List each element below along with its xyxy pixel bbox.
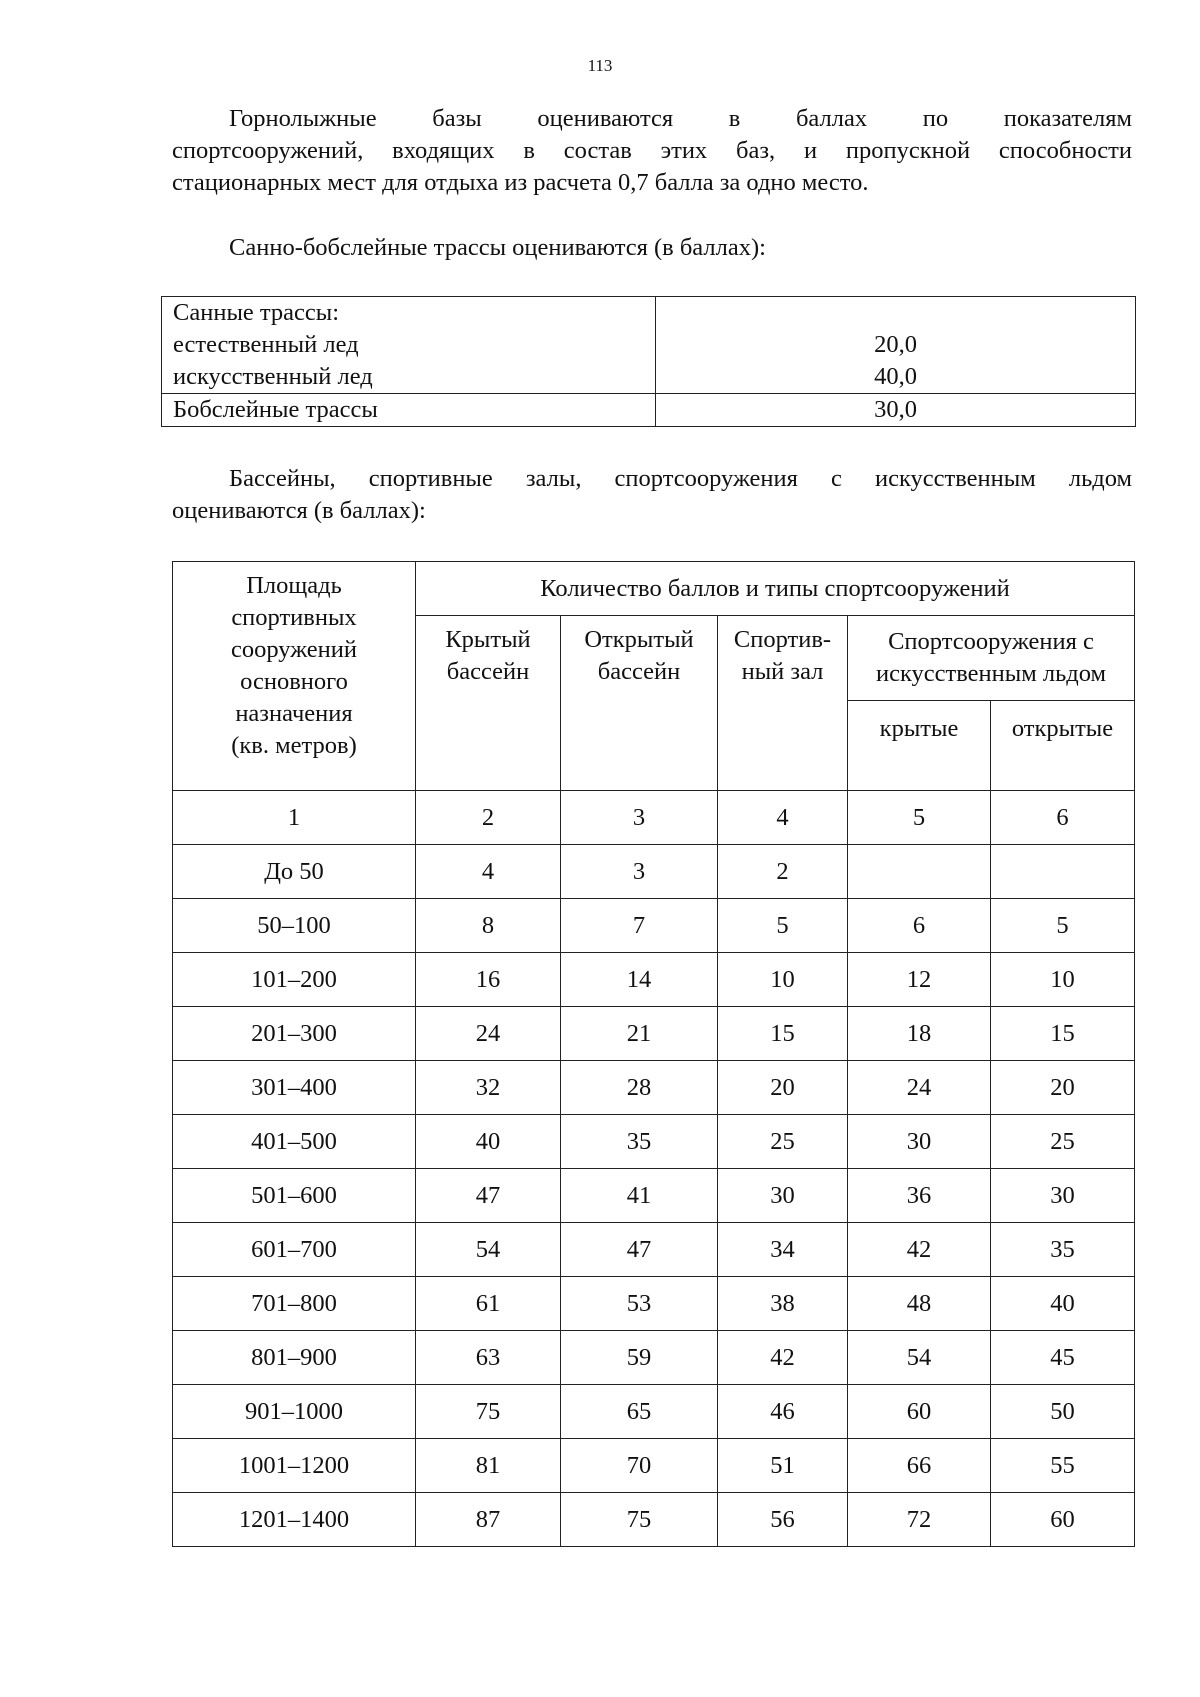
column-number: 3	[561, 791, 718, 845]
score-cell: 25	[718, 1115, 848, 1169]
sports-facilities-table	[172, 561, 1135, 1547]
column-number: 2	[416, 791, 561, 845]
score-cell: 42	[718, 1331, 848, 1385]
score-cell: 59	[561, 1331, 718, 1385]
table-body	[173, 845, 1135, 1547]
sled-value: 20,0	[874, 331, 917, 358]
score-cell: 55	[991, 1439, 1135, 1493]
column-number: 4	[718, 791, 848, 845]
sled-label: Бобслейные трассы	[173, 396, 378, 423]
table-row	[173, 1061, 1135, 1115]
paragraph-line: оцениваются (в баллах):	[172, 497, 426, 524]
header-line: спортивных	[231, 604, 357, 631]
table-row	[173, 1331, 1135, 1385]
paragraph-sled-tracks	[172, 232, 1132, 264]
sled-value: 40,0	[874, 363, 917, 390]
sled-value	[667, 297, 1124, 329]
area-range-cell: 201–300	[173, 1007, 416, 1061]
score-cell: 66	[848, 1439, 991, 1493]
paragraph-line: Горнолыжные базы оцениваются в баллах по показателям	[229, 105, 1132, 132]
score-cell: 47	[416, 1169, 561, 1223]
score-cell	[848, 845, 991, 899]
area-range-cell: 301–400	[173, 1061, 416, 1115]
area-range-cell: 701–800	[173, 1277, 416, 1331]
score-cell: 2	[718, 845, 848, 899]
table-row	[173, 845, 1135, 899]
page-number: 113	[587, 56, 613, 75]
score-cell: 54	[848, 1331, 991, 1385]
table-row	[162, 297, 1136, 394]
table-row	[173, 953, 1135, 1007]
score-cell: 4	[416, 845, 561, 899]
header-line: ный зал	[741, 658, 824, 685]
paragraph-line: Санно-бобслейные трассы оцениваются (в баллах):	[229, 234, 766, 261]
score-cell: 28	[561, 1061, 718, 1115]
area-range-cell: 1001–1200	[173, 1439, 416, 1493]
area-range-cell: 50–100	[173, 899, 416, 953]
header-ice-open: открытые	[991, 701, 1135, 791]
score-cell: 60	[991, 1493, 1135, 1547]
score-cell: 24	[416, 1007, 561, 1061]
score-cell: 40	[416, 1115, 561, 1169]
header-ice-covered: крытые	[848, 701, 991, 791]
score-cell: 12	[848, 953, 991, 1007]
area-range-cell: 501–600	[173, 1169, 416, 1223]
score-cell: 18	[848, 1007, 991, 1061]
score-cell: 36	[848, 1169, 991, 1223]
area-range-cell: 101–200	[173, 953, 416, 1007]
table-cell	[162, 394, 656, 427]
table-row	[173, 1169, 1135, 1223]
column-number: 5	[848, 791, 991, 845]
header-sports-hall	[718, 616, 848, 791]
table-cell	[656, 297, 1136, 394]
table-row	[173, 1115, 1135, 1169]
score-cell: 50	[991, 1385, 1135, 1439]
header-line: Спортив-	[733, 626, 832, 653]
table-row	[173, 1493, 1135, 1547]
header-line: Площадь	[246, 572, 342, 599]
score-cell: 60	[848, 1385, 991, 1439]
score-cell: 10	[991, 953, 1135, 1007]
score-cell: 6	[848, 899, 991, 953]
score-cell: 32	[416, 1061, 561, 1115]
score-cell: 53	[561, 1277, 718, 1331]
area-range-cell: 801–900	[173, 1331, 416, 1385]
table-cell	[656, 394, 1136, 427]
score-cell: 42	[848, 1223, 991, 1277]
score-cell: 35	[561, 1115, 718, 1169]
score-cell: 8	[416, 899, 561, 953]
column-number: 6	[991, 791, 1135, 845]
score-cell: 16	[416, 953, 561, 1007]
score-cell: 72	[848, 1493, 991, 1547]
score-cell: 14	[561, 953, 718, 1007]
header-group: Количество баллов и типы спортсооружений	[416, 562, 1135, 616]
score-cell: 46	[718, 1385, 848, 1439]
score-cell: 70	[561, 1439, 718, 1493]
score-cell: 81	[416, 1439, 561, 1493]
score-cell: 61	[416, 1277, 561, 1331]
header-line: сооружений	[230, 636, 358, 663]
header-line: назначения	[235, 700, 353, 727]
header-line: искусственным льдом	[875, 660, 1106, 687]
score-cell	[991, 845, 1135, 899]
sled-bobsleigh-table	[161, 296, 1136, 427]
score-cell: 40	[991, 1277, 1135, 1331]
score-cell: 15	[718, 1007, 848, 1061]
header-line: основного	[240, 668, 348, 695]
sled-value: 30,0	[874, 396, 917, 423]
score-cell: 48	[848, 1277, 991, 1331]
header-area	[173, 562, 416, 791]
score-cell: 56	[718, 1493, 848, 1547]
score-cell: 54	[416, 1223, 561, 1277]
table-cell	[162, 297, 656, 394]
table-row	[173, 1007, 1135, 1061]
score-cell: 20	[718, 1061, 848, 1115]
score-cell: 21	[561, 1007, 718, 1061]
score-cell: 24	[848, 1061, 991, 1115]
table-row	[162, 394, 1136, 427]
header-line: бассейн	[597, 658, 681, 685]
score-cell: 30	[718, 1169, 848, 1223]
score-cell: 5	[991, 899, 1135, 953]
score-cell: 47	[561, 1223, 718, 1277]
header-line: Спортсооружения с	[888, 628, 1094, 655]
header-covered-pool	[416, 616, 561, 791]
score-cell: 41	[561, 1169, 718, 1223]
table-row	[173, 1439, 1135, 1493]
score-cell: 10	[718, 953, 848, 1007]
score-cell: 20	[991, 1061, 1135, 1115]
paragraph-ski-bases	[172, 103, 1132, 199]
header-ice-group	[848, 616, 1135, 701]
area-range-cell: 601–700	[173, 1223, 416, 1277]
score-cell: 63	[416, 1331, 561, 1385]
header-line: Открытый	[584, 626, 694, 653]
area-range-cell: До 50	[173, 845, 416, 899]
score-cell: 75	[416, 1385, 561, 1439]
score-cell: 25	[991, 1115, 1135, 1169]
table-header-row	[173, 562, 1135, 616]
score-cell: 75	[561, 1493, 718, 1547]
column-number: 1	[173, 791, 416, 845]
column-numbers-row	[173, 791, 1135, 845]
score-cell: 7	[561, 899, 718, 953]
table-row	[173, 899, 1135, 953]
table-row	[173, 1277, 1135, 1331]
header-open-pool	[561, 616, 718, 791]
score-cell: 15	[991, 1007, 1135, 1061]
paragraph-pools-halls	[172, 463, 1132, 527]
table-row	[173, 1223, 1135, 1277]
score-cell: 30	[991, 1169, 1135, 1223]
score-cell: 3	[561, 845, 718, 899]
area-range-cell: 901–1000	[173, 1385, 416, 1439]
score-cell: 35	[991, 1223, 1135, 1277]
table-row	[173, 1385, 1135, 1439]
score-cell: 30	[848, 1115, 991, 1169]
score-cell: 87	[416, 1493, 561, 1547]
paragraph-line: спортсооружений, входящих в состав этих баз, и пропускной способности	[172, 137, 1132, 164]
score-cell: 38	[718, 1277, 848, 1331]
header-line: Крытый	[445, 626, 531, 653]
score-cell: 51	[718, 1439, 848, 1493]
score-cell: 34	[718, 1223, 848, 1277]
score-cell: 5	[718, 899, 848, 953]
paragraph-line: Бассейны, спортивные залы, спортсооружения с искусственным льдом	[229, 465, 1132, 492]
area-range-cell: 1201–1400	[173, 1493, 416, 1547]
header-line: (кв. метров)	[231, 732, 357, 759]
paragraph-line: стационарных мест для отдыха из расчета 0,7 балла за одно место.	[172, 169, 869, 196]
area-range-cell: 401–500	[173, 1115, 416, 1169]
score-cell: 65	[561, 1385, 718, 1439]
sled-label: искусственный лед	[173, 363, 373, 390]
header-line: бассейн	[446, 658, 530, 685]
sled-label: Санные трассы:	[173, 299, 340, 326]
score-cell: 45	[991, 1331, 1135, 1385]
sled-label: естественный лед	[173, 331, 359, 358]
